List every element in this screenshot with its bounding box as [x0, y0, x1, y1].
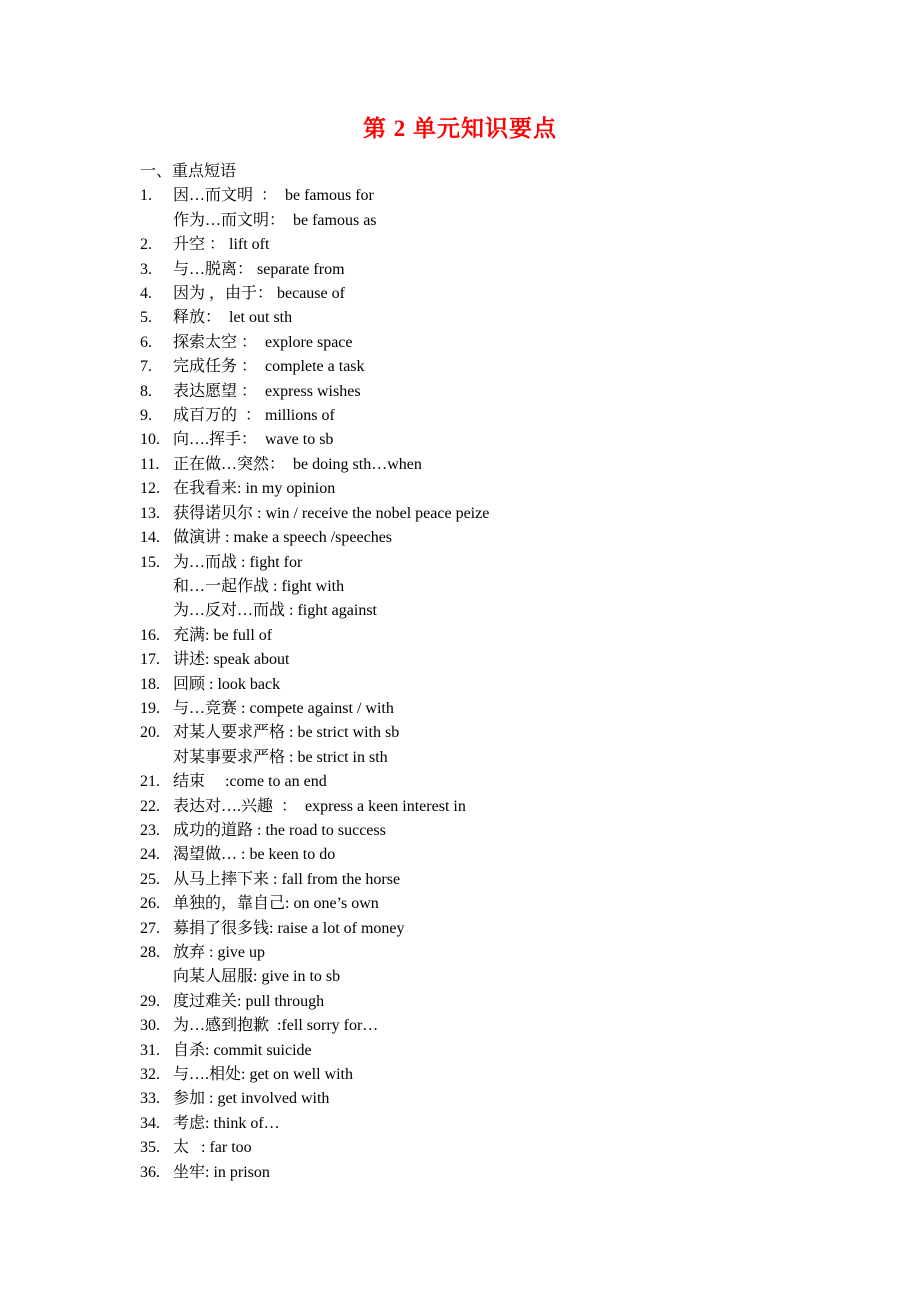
- list-item: [140, 770, 860, 794]
- item-number: 19.: [140, 699, 160, 717]
- item-text: 获得诺贝尔 : win / receive the nobel peace peize: [173, 504, 490, 522]
- item-text: 在我看来: in my opinion: [173, 480, 336, 498]
- item-text: 渴望做… : be keen to do: [173, 846, 336, 864]
- item-number: 33.: [140, 1090, 160, 1108]
- list-item: [140, 721, 860, 745]
- item-text: 对某人要求严格 : be strict with sb: [173, 724, 400, 742]
- item-text: 成百万的 ： millions of: [173, 407, 335, 425]
- item-number: 25.: [140, 870, 160, 888]
- item-text: 从马上摔下来 : fall from the horse: [173, 870, 401, 888]
- item-text: 放弃 : give up: [173, 944, 265, 961]
- item-number: 12.: [140, 480, 160, 498]
- list-item: [140, 355, 860, 379]
- item-number: 28.: [140, 944, 160, 961]
- list-item: [140, 502, 860, 526]
- list-item: [140, 258, 860, 282]
- item-number: 13.: [140, 504, 160, 522]
- item-number: 17.: [140, 651, 160, 669]
- item-text: 度过难关: pull through: [173, 992, 325, 1010]
- item-number: 18.: [140, 675, 160, 693]
- item-text: 释放： let out sth: [173, 309, 293, 327]
- item-text: 参加 : get involved with: [173, 1090, 330, 1108]
- list-item: [140, 453, 860, 477]
- item-number: 9.: [140, 407, 152, 425]
- item-text: 与…脱离： separate from: [173, 260, 345, 278]
- item-text: 回顾 : look back: [173, 675, 281, 693]
- list-item: [140, 477, 860, 501]
- item-number: 21.: [140, 773, 160, 791]
- list-item: [140, 551, 860, 575]
- list-item: [140, 233, 860, 257]
- item-text: 完成任务 ： complete a task: [173, 358, 365, 376]
- item-text: 充满: be full of: [173, 626, 273, 644]
- item-number: 7.: [140, 358, 152, 376]
- item-number: 1.: [140, 187, 152, 205]
- item-text: 与….相处: get on well with: [173, 1066, 353, 1084]
- item-text: 成功的道路 : the road to success: [173, 821, 386, 839]
- item-number: 24.: [140, 846, 160, 864]
- list-item: [140, 404, 860, 428]
- item-number: 14.: [140, 529, 160, 547]
- item-text: 为…反对…而战 : fight against: [173, 602, 377, 620]
- item-number: 4.: [140, 285, 152, 303]
- list-item: [140, 843, 860, 867]
- item-number: 6.: [140, 333, 152, 351]
- list-item: [140, 1014, 860, 1038]
- item-number: 35.: [140, 1139, 160, 1157]
- item-text: 募捐了很多钱: raise a lot of money: [173, 919, 405, 937]
- item-number: 29.: [140, 992, 160, 1010]
- list-item-continuation: [140, 599, 860, 623]
- item-number: 15.: [140, 553, 160, 571]
- item-text: 正在做…突然： be doing sth…when: [173, 455, 422, 473]
- list-item: [140, 282, 860, 306]
- list-item: [140, 648, 860, 672]
- list-item: [140, 941, 860, 965]
- item-number: 20.: [140, 724, 160, 742]
- list-item-continuation: [140, 575, 860, 599]
- list-item-continuation: [140, 746, 860, 770]
- item-number: 27.: [140, 919, 160, 937]
- item-number: 26.: [140, 895, 160, 913]
- item-text: 为…感到抱歉 :fell sorry for…: [173, 1017, 379, 1035]
- item-number: 34.: [140, 1114, 160, 1132]
- item-number: 10.: [140, 431, 160, 449]
- item-text: 坐牢: in prison: [173, 1163, 270, 1181]
- item-number: 8.: [140, 382, 152, 400]
- list-item: [140, 624, 860, 648]
- item-number: 2.: [140, 236, 152, 254]
- item-text: 表达对….兴趣 ： express a keen interest in: [173, 797, 466, 815]
- list-item: [140, 184, 860, 208]
- document-body: [140, 160, 860, 1185]
- item-text: 自杀: commit suicide: [173, 1041, 312, 1059]
- list-item: [140, 990, 860, 1014]
- list-item: [140, 331, 860, 355]
- item-text: 探索太空 ： explore space: [173, 333, 353, 351]
- list-item: [140, 1039, 860, 1063]
- item-text: 做演讲 : make a speech /speeches: [173, 529, 393, 547]
- list-item-continuation: [140, 965, 860, 989]
- item-text: 对某事要求严格 : be strict in sth: [173, 748, 388, 766]
- page-title: 第 2 单元知识要点: [363, 116, 557, 141]
- section-heading: 一、重点短语: [140, 163, 237, 180]
- item-text: 因…而文明 ： be famous for: [173, 187, 374, 205]
- list-item-continuation: [140, 209, 860, 233]
- item-text: 和…一起作战 : fight with: [173, 577, 345, 595]
- list-item: [140, 795, 860, 819]
- list-item: [140, 380, 860, 404]
- list-item: [140, 697, 860, 721]
- item-text: 与…竞赛 : compete against / with: [173, 699, 394, 717]
- list-item: [140, 892, 860, 916]
- item-text: 向某人屈服: give in to sb: [173, 968, 341, 986]
- item-text: 作为…而文明： be famous as: [173, 211, 377, 229]
- list-item: [140, 868, 860, 892]
- item-number: 11.: [140, 455, 160, 473]
- item-number: 30.: [140, 1017, 160, 1035]
- item-text: 考虑: think of…: [173, 1114, 280, 1132]
- item-text: 单独的，靠自己: on one’s own: [173, 895, 379, 913]
- item-number: 31.: [140, 1041, 160, 1059]
- item-text: 讲述: speak about: [173, 651, 290, 669]
- item-number: 5.: [140, 309, 152, 327]
- list-item: [140, 1087, 860, 1111]
- list-item: [140, 1136, 860, 1160]
- item-number: 23.: [140, 821, 160, 839]
- list-item: [140, 819, 860, 843]
- item-number: 16.: [140, 626, 160, 644]
- list-item: [140, 673, 860, 697]
- list-item: [140, 526, 860, 550]
- list-item: [140, 1161, 860, 1185]
- list-item: [140, 306, 860, 330]
- item-number: 3.: [140, 260, 152, 278]
- list-item: [140, 428, 860, 452]
- item-text: 向….挥手： wave to sb: [173, 431, 334, 449]
- item-text: 升空 ： lift oft: [173, 236, 270, 254]
- item-number: 32.: [140, 1066, 160, 1084]
- item-text: 为…而战 : fight for: [173, 553, 303, 571]
- item-text: 因为 ，由于： because of: [173, 285, 345, 303]
- item-text: 结束 :come to an end: [173, 773, 327, 791]
- item-text: 太 : far too: [173, 1139, 252, 1157]
- list-item: [140, 1063, 860, 1087]
- list-item: [140, 1112, 860, 1136]
- item-number: 22.: [140, 797, 160, 815]
- list-item: [140, 917, 860, 941]
- item-number: 36.: [140, 1163, 160, 1181]
- item-text: 表达愿望 ： express wishes: [173, 382, 361, 400]
